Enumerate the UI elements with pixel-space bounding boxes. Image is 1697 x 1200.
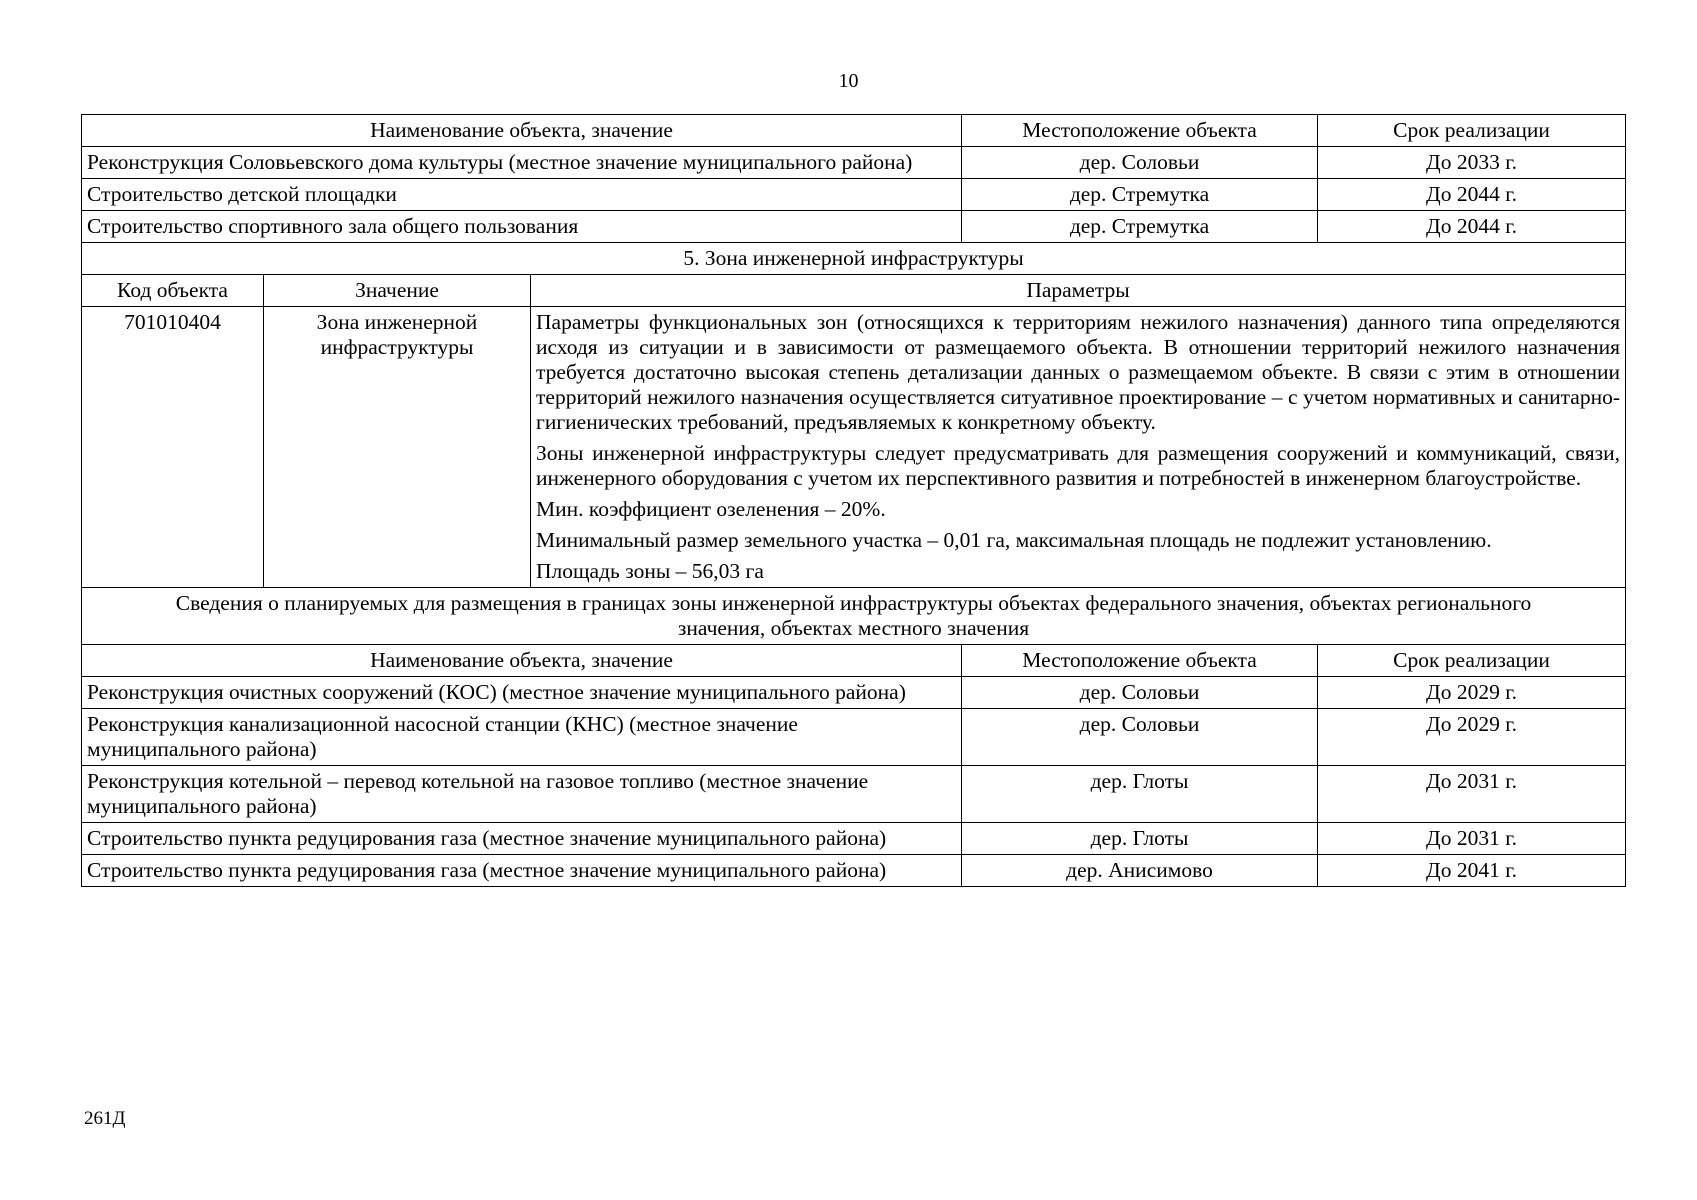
object-name: Реконструкция Соловьевского дома культуры (местное значение муниципального района) <box>82 147 962 179</box>
params-paragraph: Параметры функциональных зон (относящихся к территориям нежилого назначения) данного типа определяются исходя из ситуации и в зависимости от размещаемого объекта. В отношении территорий нежилого назначения требуется достаточно высокая степень детализации данных о размещаемом объекте. В связи с этим в отношении территорий нежилого назначения осуществляется ситуативное проектирование – с учетом нормативных и санитарно-гигиенических требований, предъявляемых к конкретному объекту. <box>536 310 1621 434</box>
header-location: Местоположение объекта <box>962 115 1318 147</box>
object-deadline: До 2041 г. <box>1318 855 1626 887</box>
table-row <box>82 147 1626 179</box>
planned-title: Сведения о планируемых для размещения в границах зоны инженерной инфраструктуры объектах федерального значения, объектах регионального значения, объектах местного значения <box>82 588 1626 645</box>
objects-header-row <box>82 115 1626 147</box>
object-name: Реконструкция очистных сооружений (КОС) (местное значение муниципального района) <box>82 677 962 709</box>
object-location: дер. Соловьи <box>962 147 1318 179</box>
object-deadline: До 2044 г. <box>1318 211 1626 243</box>
object-name: Реконструкция канализационной насосной станции (КНС) (местное значение муниципального района) <box>82 709 962 766</box>
header-value: Значение <box>264 275 531 307</box>
object-location: дер. Соловьи <box>962 677 1318 709</box>
table-row <box>82 766 1626 823</box>
object-location: дер. Соловьи <box>962 709 1318 766</box>
header-deadline: Срок реализации <box>1318 115 1626 147</box>
zone-title-row <box>82 243 1626 275</box>
zone-code: 701010404 <box>82 307 264 588</box>
document-table <box>81 114 1626 887</box>
header-code: Код объекта <box>82 275 264 307</box>
table-row <box>82 709 1626 766</box>
params-paragraph: Минимальный размер земельного участка – 0,01 га, максимальная площадь не подлежит установлению. <box>536 528 1492 552</box>
object-location: дер. Стремутка <box>962 179 1318 211</box>
object-deadline: До 2044 г. <box>1318 179 1626 211</box>
object-name: Строительство спортивного зала общего пользования <box>82 211 962 243</box>
header-name: Наименование объекта, значение <box>82 645 962 677</box>
zone-row <box>82 307 1626 588</box>
objects-header-row <box>82 645 1626 677</box>
object-deadline: До 2031 г. <box>1318 823 1626 855</box>
zone-header-row <box>82 275 1626 307</box>
page-number: 10 <box>838 70 859 92</box>
table-row <box>82 677 1626 709</box>
params-paragraph: Площадь зоны – 56,03 га <box>536 559 764 583</box>
object-deadline: До 2029 г. <box>1318 709 1626 766</box>
header-location: Местоположение объекта <box>962 645 1318 677</box>
params-paragraph: Мин. коэффициент озеленения – 20%. <box>536 497 886 521</box>
object-name: Реконструкция котельной – перевод котельной на газовое топливо (местное значение муниципального района) <box>82 766 962 823</box>
object-deadline: До 2033 г. <box>1318 147 1626 179</box>
zone-title: 5. Зона инженерной инфраструктуры <box>82 243 1626 275</box>
planned-title-row <box>82 588 1626 645</box>
table-row <box>82 179 1626 211</box>
footer-code: 261Д <box>84 1108 126 1129</box>
object-name: Строительство пункта редуцирования газа (местное значение муниципального района) <box>82 823 962 855</box>
object-name: Строительство детской площадки <box>82 179 962 211</box>
header-deadline: Срок реализации <box>1318 645 1626 677</box>
object-location: дер. Глоты <box>962 823 1318 855</box>
object-deadline: До 2029 г. <box>1318 677 1626 709</box>
header-name: Наименование объекта, значение <box>82 115 962 147</box>
object-location: дер. Стремутка <box>962 211 1318 243</box>
header-params: Параметры <box>531 275 1626 307</box>
zone-value: Зона инженерной инфраструктуры <box>264 307 531 588</box>
table-row <box>82 211 1626 243</box>
table-row <box>82 823 1626 855</box>
params-paragraph: Зоны инженерной инфраструктуры следует предусматривать для размещения сооружений и коммуникаций, связи, инженерного оборудования с учетом их перспективного развития и потребностей в инженерном благоустройстве. <box>536 441 1621 490</box>
object-name: Строительство пункта редуцирования газа (местное значение муниципального района) <box>82 855 962 887</box>
object-location: дер. Анисимово <box>962 855 1318 887</box>
table-row <box>82 855 1626 887</box>
object-location: дер. Глоты <box>962 766 1318 823</box>
zone-params <box>531 307 1626 588</box>
object-deadline: До 2031 г. <box>1318 766 1626 823</box>
